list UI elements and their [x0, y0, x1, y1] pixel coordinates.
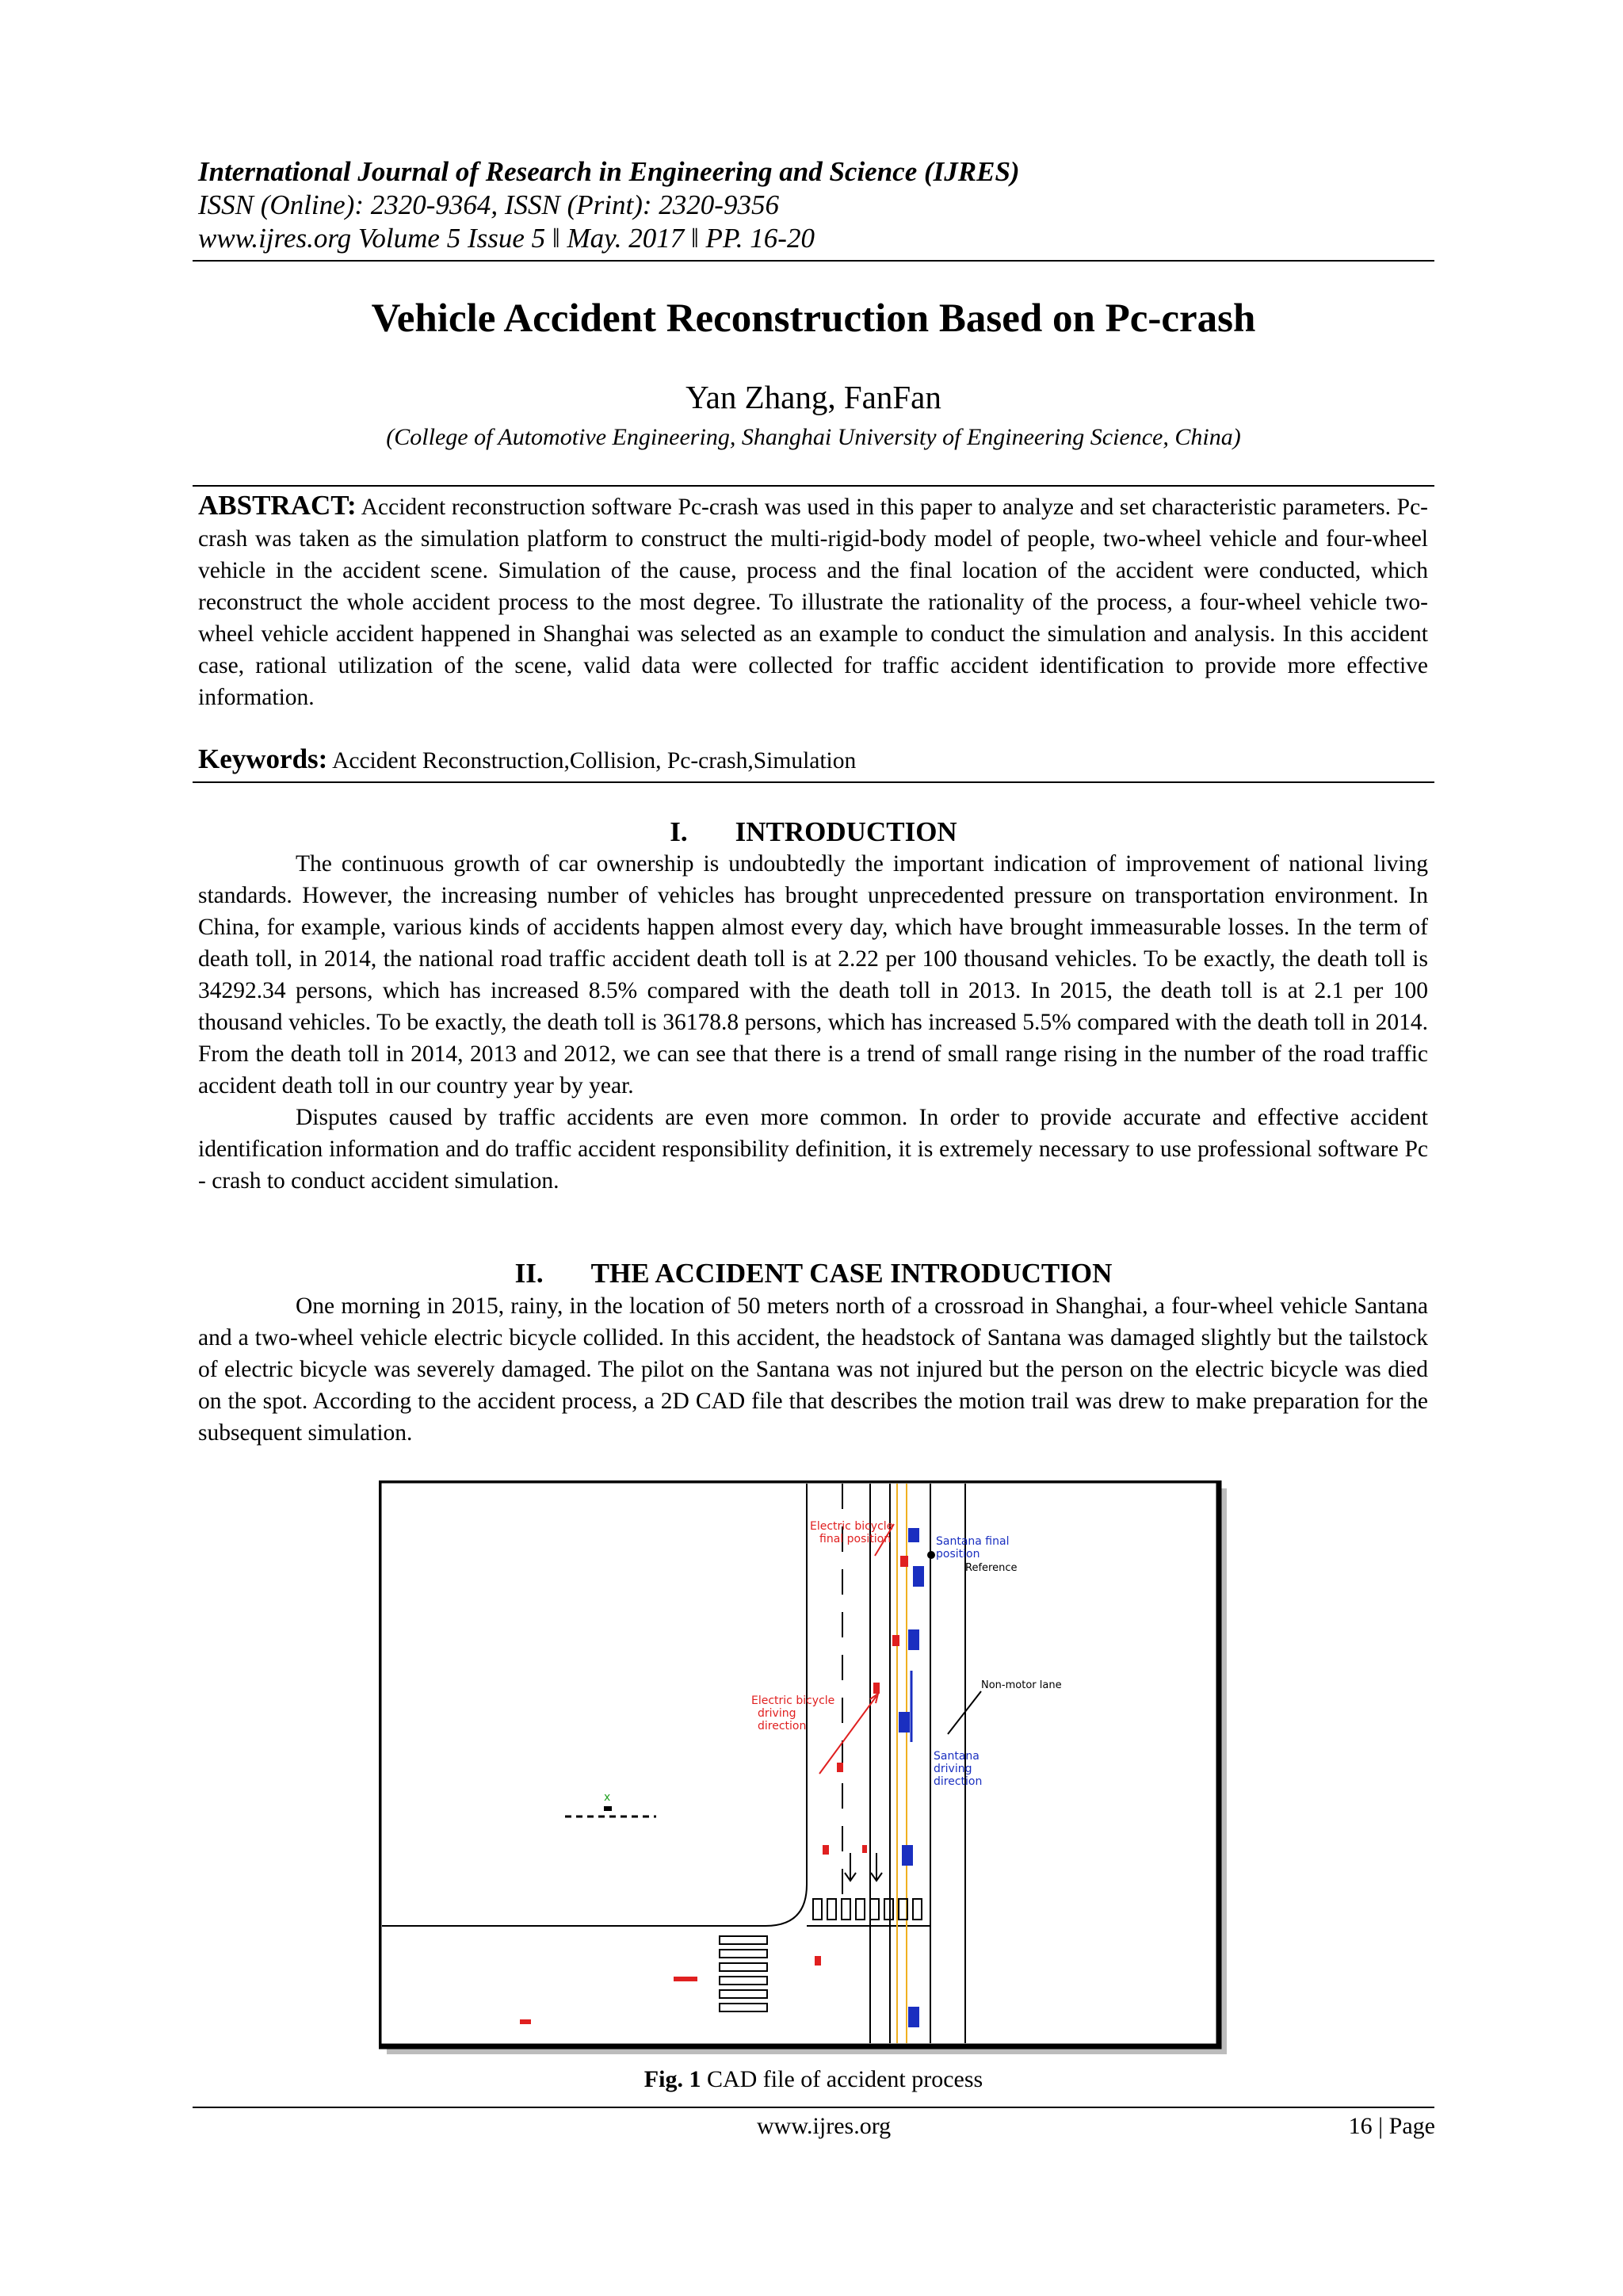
keywords-block — [198, 743, 1428, 777]
figure-frame — [379, 1480, 1219, 2046]
figure-cad-accident — [379, 1480, 1230, 2054]
label-santana-dir-2: driving — [934, 1763, 972, 1775]
paragraph: One morning in 2015, rainy, in the location of 50 meters north of a crossroad in Shanghai, a four-wheel vehicle Santana and a two-wheel vehicle electric bicycle collided. In this accident, the headstock of Santana was damaged slightly but the tailstock of electric bicycle was severely damaged. The pilot on the Santana was not injured but the person on the electric bicycle was died on the spot. According to the accident process, a 2D CAD file that describes the motion trail was drew to make preparation for the subsequent simulation. — [198, 1293, 1428, 1446]
label-nonmotor-lane: Non-motor lane — [981, 1679, 1062, 1691]
section-heading-introduction — [193, 815, 1434, 850]
svg-text:x: x — [604, 1791, 611, 1804]
abstract-top-rule — [193, 485, 1434, 487]
label-santana-final-1: Santana final — [936, 1535, 1010, 1548]
figure-caption-text: CAD file of accident process — [706, 2066, 983, 2092]
footer-url: www.ijres.org — [757, 2113, 892, 2139]
figure-caption-label: Fig. 1 — [643, 2066, 701, 2092]
label-santana-dir-1: Santana — [934, 1750, 980, 1763]
section-title: INTRODUCTION — [735, 816, 957, 847]
journal-header — [198, 155, 1434, 255]
label-santana-dir-3: direction — [934, 1775, 983, 1788]
abstract-text: Accident reconstruction software Pc-crash was used in this paper to analyze and set characteristic parameters. Pc-crash was taken as the simulation platform to construct the multi-rigid-body model of people, two-wheel vehicle and four-wheel vehicle in the accident scene. Simulation of the cause, process and the final location of the accident were conducted, which reconstruct the whole accident process to the most degree. To illustrate the rationality of the process, a four-wheel vehicle two-wheel vehicle accident happened in Shanghai was selected as an example to conduct the simulation and analysis. In this accident case, rational utilization of the scene, valid data were collected for traffic accident identification to provide more effective information. — [198, 495, 1429, 710]
section-title: THE ACCIDENT CASE INTRODUCTION — [590, 1258, 1113, 1289]
journal-title: International Journal of Research in Engineering and Science (IJRES) — [198, 156, 1020, 187]
footer-rule — [193, 2107, 1434, 2108]
section-heading-accident-case — [193, 1256, 1434, 1291]
label-ebike-final-2: final position — [819, 1533, 892, 1545]
author-affiliation: (College of Automotive Engineering, Shanghai University of Engineering Science, China) — [386, 424, 1241, 450]
accident-case-body — [198, 1290, 1428, 1449]
label-ebike-dir-1: Electric bicycle — [751, 1694, 835, 1707]
paper-title: Vehicle Accident Reconstruction Based on Pc-crash — [371, 296, 1256, 341]
introduction-body — [198, 848, 1428, 1197]
paper-authors: Yan Zhang, FanFan — [685, 379, 941, 415]
header-rule — [193, 260, 1434, 262]
label-ebike-final-1: Electric bicycle — [810, 1520, 894, 1533]
keywords-label: Keywords: — [198, 743, 328, 774]
label-reference: Reference — [965, 1562, 1018, 1574]
paragraph: The continuous growth of car ownership is undoubtedly the important indication of improvement of national living standards. However, the increasing number of vehicles has brought unprecedented pressure on transportation environment. In China, for example, various kinds of accidents happen almost every day, which have brought immeasurable losses. In the term of death toll, in 2014, the national road traffic accident death toll is at 2.22 per 100 thousand vehicles. To be exactly, the death toll is 34292.34 persons, which has increased 8.5% compared with the death toll in 2013. In 2015, the death toll is at 2.1 per 100 thousand vehicles. To be exactly, the death toll is 36178.8 persons, which has increased 5.5% compared with the death toll in 2014. From the death toll in 2014, 2013 and 2012, we can see that there is a trend of small range rising in the number of the road traffic accident death toll in our country year by year. — [198, 851, 1428, 1098]
abstract-block — [198, 490, 1428, 713]
paragraph: Disputes caused by traffic accidents are even more common. In order to provide accurate and effective accident identification information and do traffic accident responsibility definition, it is extremely necessary to use professional software Pc - crash to conduct accident simulation. — [198, 1105, 1428, 1194]
label-ebike-dir-3: direction — [758, 1720, 807, 1733]
figure-caption — [193, 2065, 1434, 2095]
journal-issn: ISSN (Online): 2320-9364, ISSN (Print): 2320-9356 — [198, 189, 779, 220]
journal-volume: www.ijres.org Volume 5 Issue 5 ǁ May. 2017 ǁ PP. 16-20 — [198, 223, 815, 254]
cad-drawing — [379, 1480, 1230, 2054]
footer-page-number: 16 | Page — [1348, 2113, 1435, 2139]
label-ebike-dir-2: driving — [758, 1707, 796, 1720]
section-number: II. — [514, 1258, 544, 1289]
label-santana-final-2: position — [936, 1548, 980, 1561]
keywords-text: Accident Reconstruction,Collision, Pc-crash,Simulation — [332, 748, 857, 774]
ebike-final-label — [810, 1520, 893, 1545]
abstract-label: ABSTRACT: — [198, 490, 357, 521]
abstract-bottom-rule — [193, 781, 1434, 783]
section-number: I. — [670, 816, 688, 847]
